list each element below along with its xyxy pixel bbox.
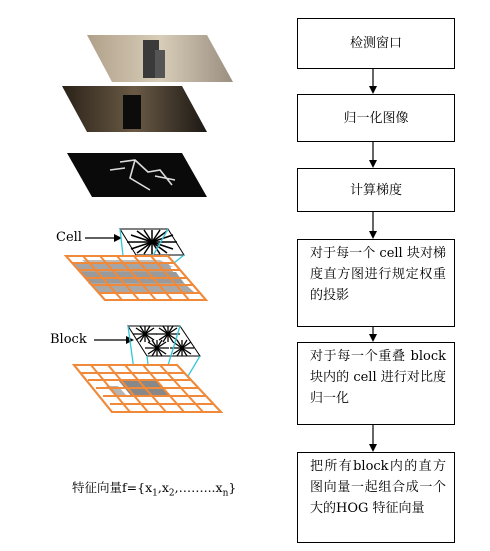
input-image-layer [87, 35, 233, 82]
cell-histogram [120, 229, 184, 255]
step-detection-window: 检测窗口 [297, 18, 455, 69]
block-grid [74, 365, 221, 412]
gradient-image-layer [67, 153, 207, 197]
step-hog-feature-vector: 把所有block内的直方图向量一起组合成一个大的HOG 特征向量 [297, 452, 455, 543]
normalized-image-layer [62, 86, 207, 132]
step-normalize-image: 归一化图像 [297, 94, 455, 142]
cell-label: Cell [56, 230, 82, 245]
block-label: Block [50, 332, 87, 347]
step-block-normalization: 对于每一个重叠 block 块内的 cell 进行对比度归一化 [297, 342, 455, 425]
feature-vector-label: 特征向量$f=\{x_1,x_2,\dots\dots...x_n\}$ [72, 480, 237, 499]
step-compute-gradient: 计算梯度 [297, 168, 455, 212]
cell-grid [66, 256, 206, 300]
block-histograms [128, 326, 200, 356]
step-cell-histogram: 对于每一个 cell 块对梯度直方图进行规定权重的投影 [297, 239, 455, 327]
